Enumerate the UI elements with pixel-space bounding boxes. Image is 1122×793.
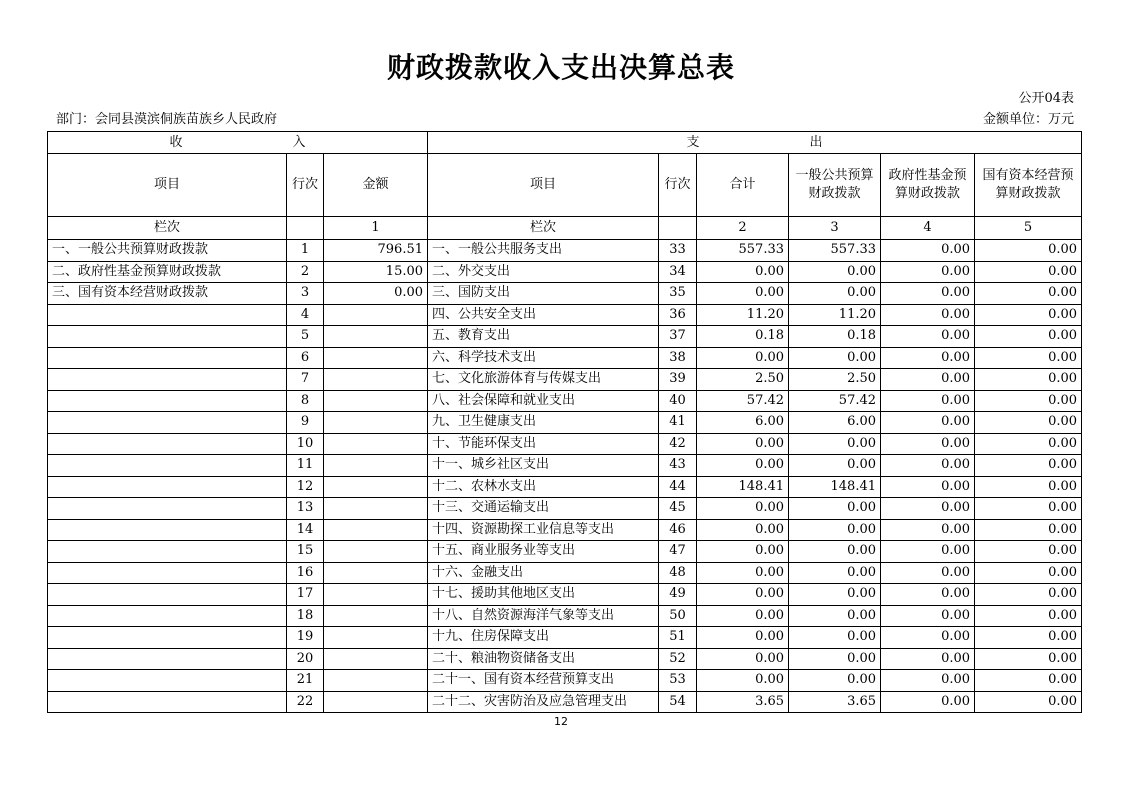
income-amount-cell [324, 326, 428, 348]
income-line-cell: 1 [287, 240, 324, 262]
income-section-header: 收 入 [48, 132, 428, 154]
total-cell: 0.00 [697, 584, 789, 606]
total-cell: 0.00 [697, 433, 789, 455]
col-number: 2 [697, 217, 789, 240]
table-row [48, 670, 1082, 692]
state-capital-cell: 0.00 [975, 627, 1082, 649]
general-budget-cell: 0.00 [789, 605, 881, 627]
general-budget-cell: 0.00 [789, 283, 881, 305]
expense-line-cell: 47 [659, 541, 697, 563]
fund-budget-cell: 0.00 [881, 283, 975, 305]
fund-budget-cell: 0.00 [881, 240, 975, 262]
expense-line-cell: 40 [659, 390, 697, 412]
income-line-cell: 19 [287, 627, 324, 649]
fund-budget-cell: 0.00 [881, 584, 975, 606]
income-amount-cell [324, 605, 428, 627]
fund-budget-cell: 0.00 [881, 347, 975, 369]
general-budget-cell: 3.65 [789, 691, 881, 713]
income-item-cell [48, 476, 287, 498]
income-line-cell: 10 [287, 433, 324, 455]
income-item-cell: 三、国有资本经营财政拨款 [48, 283, 287, 305]
income-amount-cell [324, 304, 428, 326]
fund-budget-cell: 0.00 [881, 433, 975, 455]
total-cell: 0.18 [697, 326, 789, 348]
state-capital-cell: 0.00 [975, 455, 1082, 477]
section-header-row [48, 132, 1082, 154]
fund-budget-cell: 0.00 [881, 412, 975, 434]
table-row [48, 691, 1082, 713]
general-budget-cell: 6.00 [789, 412, 881, 434]
fund-budget-cell: 0.00 [881, 691, 975, 713]
fund-budget-cell: 0.00 [881, 455, 975, 477]
state-capital-cell: 0.00 [975, 433, 1082, 455]
income-line-cell: 3 [287, 283, 324, 305]
state-capital-cell: 0.00 [975, 691, 1082, 713]
table-row [48, 369, 1082, 391]
income-amount-cell [324, 433, 428, 455]
income-line-cell: 7 [287, 369, 324, 391]
expense-line-cell: 36 [659, 304, 697, 326]
expense-item-cell: 二十二、灾害防治及应急管理支出 [428, 691, 659, 713]
table-row [48, 304, 1082, 326]
table-row [48, 605, 1082, 627]
table-row [48, 412, 1082, 434]
page-title: 财政拨款收入支出决算总表 [386, 51, 735, 84]
income-item-cell [48, 390, 287, 412]
income-line-cell: 14 [287, 519, 324, 541]
expense-item-cell: 九、卫生健康支出 [428, 412, 659, 434]
expense-line-cell: 49 [659, 584, 697, 606]
expense-line-cell: 41 [659, 412, 697, 434]
income-amount-cell [324, 347, 428, 369]
department-label: 部门：会同县漠滨侗族苗族乡人民政府 [56, 112, 278, 127]
general-budget-cell: 0.00 [789, 433, 881, 455]
income-line-cell: 5 [287, 326, 324, 348]
table-row [48, 519, 1082, 541]
income-item-cell [48, 670, 287, 692]
expense-item-cell: 十四、资源勘探工业信息等支出 [428, 519, 659, 541]
unit-label: 金额单位：万元 [982, 112, 1074, 127]
income-amount-cell [324, 369, 428, 391]
fund-budget-cell: 0.00 [881, 326, 975, 348]
state-capital-cell: 0.00 [975, 562, 1082, 584]
expense-line-cell: 43 [659, 455, 697, 477]
income-item-cell [48, 605, 287, 627]
state-capital-cell: 0.00 [975, 347, 1082, 369]
state-capital-cell: 0.00 [975, 261, 1082, 283]
expense-item-cell: 十六、金融支出 [428, 562, 659, 584]
income-item-cell [48, 347, 287, 369]
general-budget-cell: 0.00 [789, 347, 881, 369]
expense-line-cell: 33 [659, 240, 697, 262]
fund-budget-cell: 0.00 [881, 627, 975, 649]
table-row [48, 562, 1082, 584]
income-item-cell [48, 369, 287, 391]
expense-item-cell: 十八、自然资源海洋气象等支出 [428, 605, 659, 627]
total-cell: 2.50 [697, 369, 789, 391]
fund-budget-cell: 0.00 [881, 261, 975, 283]
expense-line-cell: 51 [659, 627, 697, 649]
income-line-cell: 21 [287, 670, 324, 692]
income-line-cell: 4 [287, 304, 324, 326]
state-capital-cell: 0.00 [975, 648, 1082, 670]
income-line-cell: 16 [287, 562, 324, 584]
expense-line-cell: 42 [659, 433, 697, 455]
state-capital-cell: 0.00 [975, 605, 1082, 627]
expense-item-cell: 五、教育支出 [428, 326, 659, 348]
fund-budget-cell: 0.00 [881, 541, 975, 563]
col-total: 合计 [697, 154, 789, 217]
lanci-label: 栏次 [48, 217, 287, 240]
income-line-cell: 15 [287, 541, 324, 563]
expense-item-cell: 八、社会保障和就业支出 [428, 390, 659, 412]
income-amount-cell: 0.00 [324, 283, 428, 305]
table-row [48, 648, 1082, 670]
income-item-cell [48, 412, 287, 434]
table-row [48, 476, 1082, 498]
state-capital-cell: 0.00 [975, 541, 1082, 563]
fund-budget-cell: 0.00 [881, 304, 975, 326]
income-amount-cell [324, 390, 428, 412]
income-amount-cell [324, 519, 428, 541]
income-item-cell [48, 541, 287, 563]
expense-item-cell: 三、国防支出 [428, 283, 659, 305]
state-capital-cell: 0.00 [975, 498, 1082, 520]
income-item-cell [48, 627, 287, 649]
page-number: 12 [554, 715, 568, 728]
total-cell: 148.41 [697, 476, 789, 498]
column-number-row [48, 217, 1082, 240]
income-line-cell: 8 [287, 390, 324, 412]
state-capital-cell: 0.00 [975, 584, 1082, 606]
col-fund-budget: 政府性基金预算财政拨款 [881, 154, 975, 217]
expense-line-cell: 53 [659, 670, 697, 692]
col-income-item: 项目 [48, 154, 287, 217]
income-amount-cell [324, 584, 428, 606]
expense-item-cell: 十九、住房保障支出 [428, 627, 659, 649]
total-cell: 57.42 [697, 390, 789, 412]
income-line-cell: 9 [287, 412, 324, 434]
table-row [48, 261, 1082, 283]
general-budget-cell: 0.00 [789, 648, 881, 670]
general-budget-cell: 0.00 [789, 261, 881, 283]
expense-item-cell: 二、外交支出 [428, 261, 659, 283]
expense-line-cell: 54 [659, 691, 697, 713]
total-cell: 0.00 [697, 498, 789, 520]
table-row [48, 433, 1082, 455]
expense-line-cell: 38 [659, 347, 697, 369]
income-amount-cell [324, 476, 428, 498]
expense-item-cell: 十三、交通运输支出 [428, 498, 659, 520]
col-number: 5 [975, 217, 1082, 240]
general-budget-cell: 0.00 [789, 519, 881, 541]
table-row [48, 541, 1082, 563]
table-row [48, 283, 1082, 305]
income-amount-cell [324, 412, 428, 434]
income-item-cell [48, 304, 287, 326]
income-amount-cell: 796.51 [324, 240, 428, 262]
total-cell: 0.00 [697, 347, 789, 369]
general-budget-cell: 11.20 [789, 304, 881, 326]
expense-item-cell: 二十、粮油物资储备支出 [428, 648, 659, 670]
income-line-cell: 20 [287, 648, 324, 670]
general-budget-cell: 0.00 [789, 455, 881, 477]
general-budget-cell: 0.00 [789, 584, 881, 606]
lanci-blank [659, 217, 697, 240]
state-capital-cell: 0.00 [975, 476, 1082, 498]
expense-item-cell: 一、一般公共服务支出 [428, 240, 659, 262]
expense-section-header: 支 出 [428, 132, 1082, 154]
fund-budget-cell: 0.00 [881, 390, 975, 412]
income-item-cell [48, 433, 287, 455]
total-cell: 0.00 [697, 455, 789, 477]
income-item-cell: 一、一般公共预算财政拨款 [48, 240, 287, 262]
income-item-cell [48, 648, 287, 670]
table-row [48, 498, 1082, 520]
total-cell: 0.00 [697, 670, 789, 692]
budget-table [47, 131, 1082, 713]
general-budget-cell: 0.00 [789, 498, 881, 520]
state-capital-cell: 0.00 [975, 390, 1082, 412]
income-amount-cell [324, 670, 428, 692]
income-item-cell [48, 691, 287, 713]
expense-item-cell: 六、科学技术支出 [428, 347, 659, 369]
expense-line-cell: 50 [659, 605, 697, 627]
expense-item-cell: 十五、商业服务业等支出 [428, 541, 659, 563]
income-line-cell: 17 [287, 584, 324, 606]
expense-item-cell: 十二、农林水支出 [428, 476, 659, 498]
general-budget-cell: 557.33 [789, 240, 881, 262]
fund-budget-cell: 0.00 [881, 476, 975, 498]
expense-line-cell: 46 [659, 519, 697, 541]
col-income-line: 行次 [287, 154, 324, 217]
income-line-cell: 11 [287, 455, 324, 477]
fund-budget-cell: 0.00 [881, 369, 975, 391]
income-line-cell: 18 [287, 605, 324, 627]
state-capital-cell: 0.00 [975, 369, 1082, 391]
column-header-row [48, 154, 1082, 217]
state-capital-cell: 0.00 [975, 670, 1082, 692]
expense-line-cell: 39 [659, 369, 697, 391]
income-amount-cell [324, 691, 428, 713]
income-amount-cell [324, 562, 428, 584]
col-general-budget: 一般公共预算财政拨款 [789, 154, 881, 217]
total-cell: 0.00 [697, 541, 789, 563]
income-item-cell [48, 498, 287, 520]
total-cell: 3.65 [697, 691, 789, 713]
col-number: 1 [324, 217, 428, 240]
table-row [48, 240, 1082, 262]
table-row [48, 455, 1082, 477]
state-capital-cell: 0.00 [975, 304, 1082, 326]
general-budget-cell: 2.50 [789, 369, 881, 391]
expense-line-cell: 34 [659, 261, 697, 283]
general-budget-cell: 0.00 [789, 627, 881, 649]
expense-item-cell: 十一、城乡社区支出 [428, 455, 659, 477]
total-cell: 557.33 [697, 240, 789, 262]
total-cell: 0.00 [697, 627, 789, 649]
income-line-cell: 6 [287, 347, 324, 369]
expense-line-cell: 52 [659, 648, 697, 670]
lanci-blank [287, 217, 324, 240]
income-amount-cell: 15.00 [324, 261, 428, 283]
expense-item-cell: 四、公共安全支出 [428, 304, 659, 326]
expense-item-cell: 二十一、国有资本经营预算支出 [428, 670, 659, 692]
state-capital-cell: 0.00 [975, 519, 1082, 541]
income-amount-cell [324, 455, 428, 477]
fund-budget-cell: 0.00 [881, 605, 975, 627]
general-budget-cell: 0.00 [789, 541, 881, 563]
expense-item-cell: 七、文化旅游体育与传媒支出 [428, 369, 659, 391]
income-amount-cell [324, 627, 428, 649]
general-budget-cell: 57.42 [789, 390, 881, 412]
state-capital-cell: 0.00 [975, 240, 1082, 262]
expense-line-cell: 45 [659, 498, 697, 520]
total-cell: 0.00 [697, 261, 789, 283]
fund-budget-cell: 0.00 [881, 519, 975, 541]
total-cell: 11.20 [697, 304, 789, 326]
col-state-capital: 国有资本经营预算财政拨款 [975, 154, 1082, 217]
income-item-cell [48, 562, 287, 584]
state-capital-cell: 0.00 [975, 283, 1082, 305]
income-amount-cell [324, 541, 428, 563]
total-cell: 0.00 [697, 519, 789, 541]
total-cell: 0.00 [697, 562, 789, 584]
state-capital-cell: 0.00 [975, 412, 1082, 434]
form-code: 公开04表 [1018, 91, 1074, 106]
total-cell: 0.00 [697, 605, 789, 627]
col-expense-line: 行次 [659, 154, 697, 217]
col-income-amount: 金额 [324, 154, 428, 217]
income-item-cell [48, 326, 287, 348]
income-item-cell [48, 455, 287, 477]
income-item-cell [48, 519, 287, 541]
fund-budget-cell: 0.00 [881, 670, 975, 692]
income-amount-cell [324, 498, 428, 520]
expense-line-cell: 37 [659, 326, 697, 348]
expense-line-cell: 44 [659, 476, 697, 498]
general-budget-cell: 0.00 [789, 670, 881, 692]
col-expense-item: 项目 [428, 154, 659, 217]
general-budget-cell: 0.18 [789, 326, 881, 348]
income-amount-cell [324, 648, 428, 670]
income-line-cell: 12 [287, 476, 324, 498]
income-line-cell: 22 [287, 691, 324, 713]
income-line-cell: 2 [287, 261, 324, 283]
expense-item-cell: 十、节能环保支出 [428, 433, 659, 455]
fund-budget-cell: 0.00 [881, 562, 975, 584]
col-number: 4 [881, 217, 975, 240]
state-capital-cell: 0.00 [975, 326, 1082, 348]
expense-item-cell: 十七、援助其他地区支出 [428, 584, 659, 606]
table-row [48, 347, 1082, 369]
expense-line-cell: 48 [659, 562, 697, 584]
fund-budget-cell: 0.00 [881, 498, 975, 520]
table-row [48, 326, 1082, 348]
general-budget-cell: 148.41 [789, 476, 881, 498]
total-cell: 6.00 [697, 412, 789, 434]
expense-line-cell: 35 [659, 283, 697, 305]
table-row [48, 390, 1082, 412]
income-line-cell: 13 [287, 498, 324, 520]
income-item-cell [48, 584, 287, 606]
table-row [48, 584, 1082, 606]
general-budget-cell: 0.00 [789, 562, 881, 584]
total-cell: 0.00 [697, 648, 789, 670]
col-number: 3 [789, 217, 881, 240]
table-row [48, 627, 1082, 649]
income-item-cell: 二、政府性基金预算财政拨款 [48, 261, 287, 283]
lanci-label: 栏次 [428, 217, 659, 240]
total-cell: 0.00 [697, 283, 789, 305]
fund-budget-cell: 0.00 [881, 648, 975, 670]
